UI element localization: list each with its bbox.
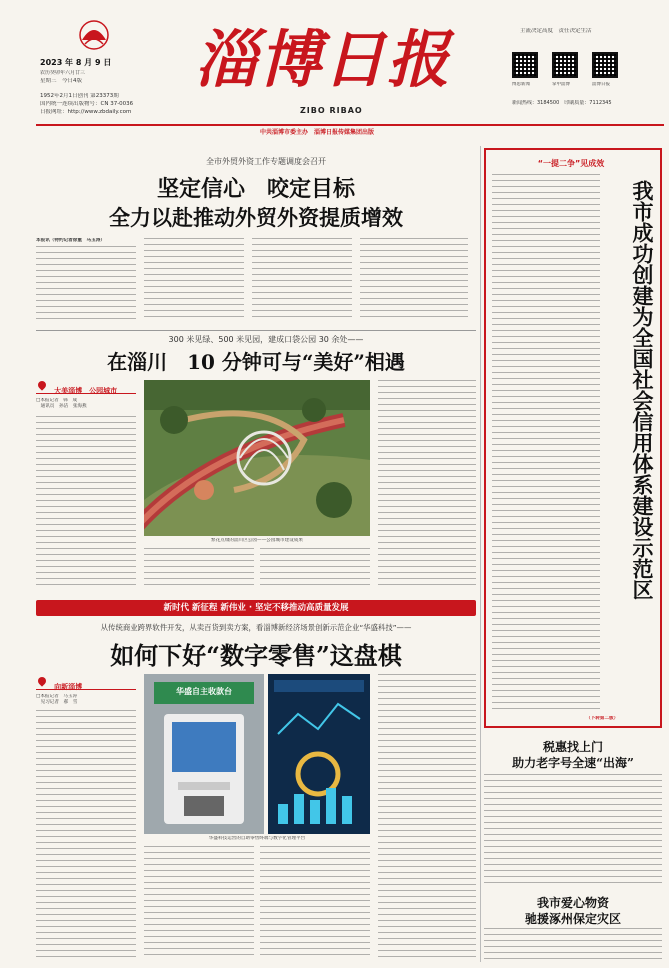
parks-byline: □本报记者 韩 成 通讯员 孙洁 张海燕 — [36, 398, 87, 410]
parks-brand-tag: 大美淄博 公园城市 — [36, 378, 136, 394]
retail-brand-tag: 向新淄博 — [36, 674, 136, 690]
masthead-romanization: ZIBO RIBAO — [300, 106, 363, 115]
brand-flame-icon — [36, 379, 47, 390]
slogan: 主流决定高度 责任决定生活 — [520, 28, 592, 34]
lead-kicker: 全市外贸外资工作专题调度会召开 — [206, 157, 326, 166]
publisher-line: 中共淄博市委主办 淄博日报传媒集团出版 — [260, 129, 375, 136]
retail-body-column — [260, 846, 370, 960]
banner-text: 新时代 新征程 新伟业 · 坚定不移推动高质量发展 — [163, 603, 349, 613]
retail-body-column — [378, 674, 476, 960]
qr-label: 掌中淄博 — [552, 82, 570, 87]
weekday-pages: 星期三 今日4版 — [40, 78, 82, 84]
retail-body-column — [144, 846, 254, 960]
retail-caption: 华盛科技运营的自助零售终端与数字化管理平台 — [208, 836, 306, 841]
founded-line: 1952年2月1日创刊 第23373期 — [40, 93, 119, 99]
credit-body-column — [492, 174, 600, 714]
lead-title: 全力以赴推动外贸外资提质增效 — [109, 205, 403, 230]
dashboard-photo[interactable] — [268, 674, 370, 834]
parks-body-column — [260, 548, 370, 588]
kiosk-photo[interactable] — [144, 674, 264, 834]
section-divider — [36, 330, 476, 331]
continued-note: （下转第二版） — [586, 716, 619, 721]
parks-kicker: 300 米见绿、500 米见园，建成口袋公园 30 余处—— — [168, 335, 364, 344]
newspaper-emblem-icon — [75, 16, 113, 54]
lead-body-column — [144, 238, 244, 322]
masthead — [0, 0, 669, 140]
parks-body-column — [144, 548, 254, 588]
parks-title: 在淄川 10 分钟可与“美好”相遇 — [107, 350, 405, 374]
lunar-date: 农历癸卯年六月廿三 — [40, 70, 86, 76]
retail-kicker: 从传统商业跨界软件开发，从卖百货到卖方案，看淄博新经济场景创新示范企业“华盛科技”—— — [100, 623, 412, 632]
aid-title: 我市爱心物资 — [536, 896, 609, 910]
date-line: 2023 年 8 月 9 日 — [40, 58, 112, 67]
story-aid — [484, 894, 662, 964]
qr-code-icon[interactable] — [552, 52, 578, 78]
retail-byline: □本报记者 马玉涛 见习记者 郝 雪 — [36, 694, 78, 706]
lead-story — [36, 150, 476, 328]
aid-body — [484, 928, 662, 964]
column-divider — [480, 146, 481, 962]
retail-body-column — [36, 710, 136, 960]
masthead-divider — [36, 124, 664, 126]
park-aerial-photo[interactable] — [144, 380, 370, 536]
lead-title: 坚定信心 咬定目标 — [156, 176, 355, 202]
credit-title: 我市成功创建为全国社会信用体系建设示范区 — [630, 180, 655, 600]
story-tax — [484, 738, 662, 888]
lead-body-column — [252, 238, 352, 322]
parks-body-column — [36, 416, 136, 586]
qr-code-icon[interactable] — [592, 52, 618, 78]
tax-body — [484, 774, 662, 888]
tax-title: 税惠找上门 — [542, 740, 603, 754]
lead-body-column — [360, 238, 468, 322]
qr-label: 淄博日报 — [592, 82, 610, 87]
lead-byline: 本报讯（特约记者徐重 马玉涛） — [36, 238, 105, 243]
website-url[interactable]: 日报网址：http://www.zbdaily.com — [40, 109, 132, 115]
photo-caption: 繁花点缀的淄川区公园——公园城市建设成果 — [211, 538, 303, 543]
aid-title: 驰援涿州保定灾区 — [524, 912, 621, 926]
story-parks — [36, 334, 476, 596]
qr-label: 博思新闻 — [512, 82, 530, 87]
kiosk-screen-title: 华盛自主收款台 — [176, 687, 232, 696]
retail-title: 如何下好“数字零售”这盘棋 — [110, 641, 402, 670]
credit-tag: “一提二争”见成效 — [537, 159, 605, 168]
slogan-banner — [36, 600, 476, 616]
cn-number: 国内统一连续出版物号：CN 37-0036 — [40, 101, 134, 107]
credit-story-box — [484, 148, 662, 728]
brand-flame-icon — [36, 675, 47, 686]
hotline: 新闻热线：3184500 印刷质量：7112345 — [512, 100, 612, 106]
qr-code-icon[interactable] — [512, 52, 538, 78]
tax-title: 助力老字号全速“出海” — [512, 756, 634, 770]
story-digital-retail — [36, 622, 476, 962]
masthead-logo: 淄博日报 — [195, 23, 452, 96]
lead-body-column — [36, 246, 136, 322]
parks-body-column — [378, 380, 476, 588]
